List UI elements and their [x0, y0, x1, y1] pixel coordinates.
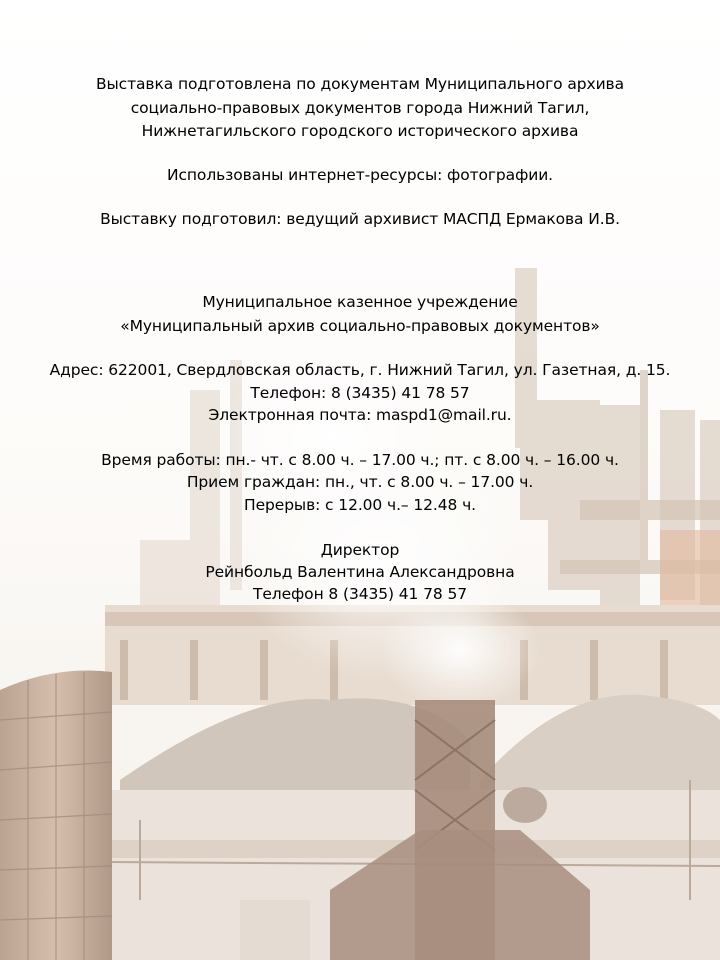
director-name: Рейнбольд Валентина Александровна [205, 563, 515, 581]
email-line: Электронная почта: maspd1@mail.ru. [208, 406, 512, 424]
institution-name: «Муниципальный архив социально-правовых документов» [120, 317, 600, 335]
intro-line-2: социально-правовых документов города Нижний Тагил, [130, 99, 590, 117]
intro-line-1: Выставка подготовлена по документам Муниципального архива [96, 75, 624, 93]
prepared-by: Выставку подготовил: ведущий архивист МАСПД Ермакова И.В. [100, 210, 620, 228]
address-line: Адрес: 622001, Свердловская область, г. Нижний Тагил, ул. Газетная, д. 15. [49, 361, 671, 379]
working-hours: Время работы: пн.- чт. с 8.00 ч. – 17.00 ч.; пт. с 8.00 ч. – 16.00 ч. [101, 451, 619, 469]
reception-hours: Прием граждан: пн., чт. с 8.00 ч. – 17.00 ч. [186, 473, 534, 491]
director-phone: Телефон 8 (3435) 41 78 57 [252, 585, 468, 603]
institution-type: Муниципальное казенное учреждение [202, 293, 518, 311]
director-title: Директор [320, 541, 400, 559]
phone-line: Телефон: 8 (3435) 41 78 57 [250, 384, 470, 402]
intro-line-3: Нижнетагильского городского исторического архива [141, 122, 579, 140]
break-hours: Перерыв: с 12.00 ч.– 12.48 ч. [244, 496, 476, 514]
resources-note: Использованы интернет-ресурсы: фотографии. [166, 166, 553, 184]
